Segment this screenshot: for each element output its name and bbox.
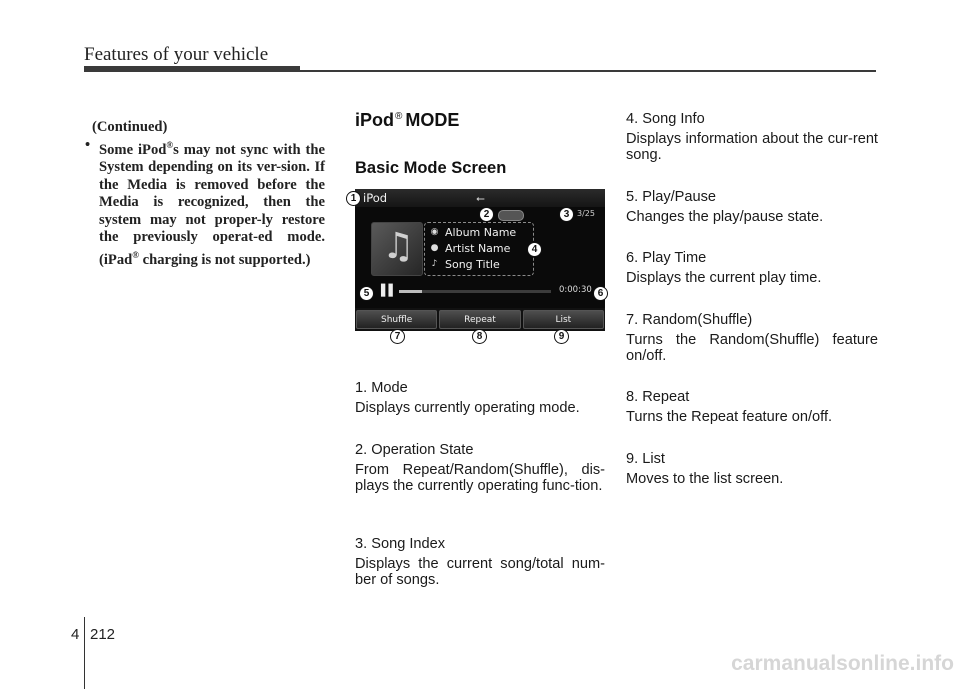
- artist-row: [429, 241, 510, 256]
- callout-1: 1: [346, 191, 361, 206]
- progress-fill: [399, 290, 422, 293]
- item-desc: Turns the Random(Shuffle) feature on/off.: [626, 332, 878, 364]
- screen-button-bar: [355, 308, 605, 331]
- item-title: 4. Song Info: [626, 111, 705, 127]
- screen-mode-label: iPod: [363, 191, 388, 205]
- person-icon: ●: [430, 243, 439, 253]
- section-heading: iPod® MODE: [355, 110, 460, 130]
- note-text: Some iPod®s may not sync with the System depending on its ver-sion. If the Media is removed before the Media is recognized, then the system may not proper-ly restore the previously operat-ed mode. (iPad® charging is not supported.): [99, 139, 325, 268]
- note-bullet: [84, 137, 325, 270]
- item-desc: Moves to the list screen.: [626, 471, 784, 487]
- item-list: [626, 451, 878, 488]
- callout-3: 3: [559, 207, 574, 222]
- item-title: 2. Operation State: [355, 442, 474, 458]
- footer-rule: [84, 617, 85, 689]
- item-mode: [355, 380, 605, 417]
- item-desc: Displays the current song/total num-ber of songs.: [355, 556, 605, 588]
- item-desc: Changes the play/pause state.: [626, 209, 824, 225]
- song-row: [429, 257, 500, 272]
- song-index: 3/25: [577, 209, 595, 218]
- header-rule: [300, 70, 876, 72]
- item-title: 9. List: [626, 451, 665, 467]
- album-name: Album Name: [445, 226, 517, 239]
- item-desc: Displays the current play time.: [626, 270, 822, 286]
- item-play-time: [626, 250, 878, 287]
- usb-icon: ⭠: [476, 192, 485, 205]
- item-title: 3. Song Index: [355, 536, 446, 552]
- page-header-title: Features of your vehicle: [84, 44, 269, 65]
- item-desc: Displays currently operating mode.: [355, 400, 580, 416]
- item-title: 7. Random(Shuffle): [626, 312, 753, 328]
- item-operation-state: [355, 442, 605, 494]
- item-title: 5. Play/Pause: [626, 189, 717, 205]
- artist-name: Artist Name: [445, 242, 511, 255]
- list-button[interactable]: List: [523, 310, 604, 329]
- item-song-info: [626, 111, 878, 163]
- callout-5: 5: [359, 286, 374, 301]
- song-title: Song Title: [445, 258, 500, 271]
- callout-2: 2: [479, 207, 494, 222]
- item-title: 1. Mode: [355, 380, 408, 396]
- watermark: carmanualsonline.info: [731, 652, 954, 675]
- page-number: 212: [90, 626, 116, 643]
- item-title: 8. Repeat: [626, 389, 690, 405]
- item-repeat: [626, 389, 878, 426]
- operation-state-icon: [498, 210, 524, 221]
- pause-icon[interactable]: ▌▌: [381, 284, 396, 297]
- header-bar: [84, 66, 300, 72]
- callout-8: 8: [472, 329, 487, 344]
- item-title: 6. Play Time: [626, 250, 707, 266]
- album-icon: ◉: [430, 227, 439, 237]
- left-column: [84, 119, 325, 269]
- callout-9: 9: [554, 329, 569, 344]
- item-song-index: [355, 536, 605, 588]
- music-note-icon: ♫: [382, 226, 415, 267]
- shuffle-button[interactable]: Shuffle: [356, 310, 437, 329]
- album-row: [429, 225, 516, 240]
- item-random-shuffle: [626, 312, 878, 364]
- continued-label: (Continued): [92, 119, 168, 135]
- callout-6: 6: [593, 286, 608, 301]
- callout-4: 4: [527, 242, 542, 257]
- bullet-mark: •: [85, 136, 91, 153]
- play-time: 0:00:30: [559, 285, 592, 295]
- note-icon: ♪: [431, 259, 438, 269]
- item-desc: Turns the Repeat feature on/off.: [626, 409, 833, 425]
- item-play-pause: [626, 189, 878, 226]
- section-subheading: Basic Mode Screen: [355, 159, 507, 177]
- chapter-number: 4: [71, 626, 80, 643]
- repeat-button[interactable]: Repeat: [439, 310, 520, 329]
- callout-7: 7: [390, 329, 405, 344]
- song-info-box: [424, 222, 534, 276]
- album-art: [371, 222, 423, 276]
- item-desc: From Repeat/Random(Shuffle), dis-plays the currently operating func-tion.: [355, 462, 605, 494]
- progress-bar[interactable]: [399, 290, 551, 293]
- item-desc: Displays information about the cur-rent song.: [626, 131, 878, 163]
